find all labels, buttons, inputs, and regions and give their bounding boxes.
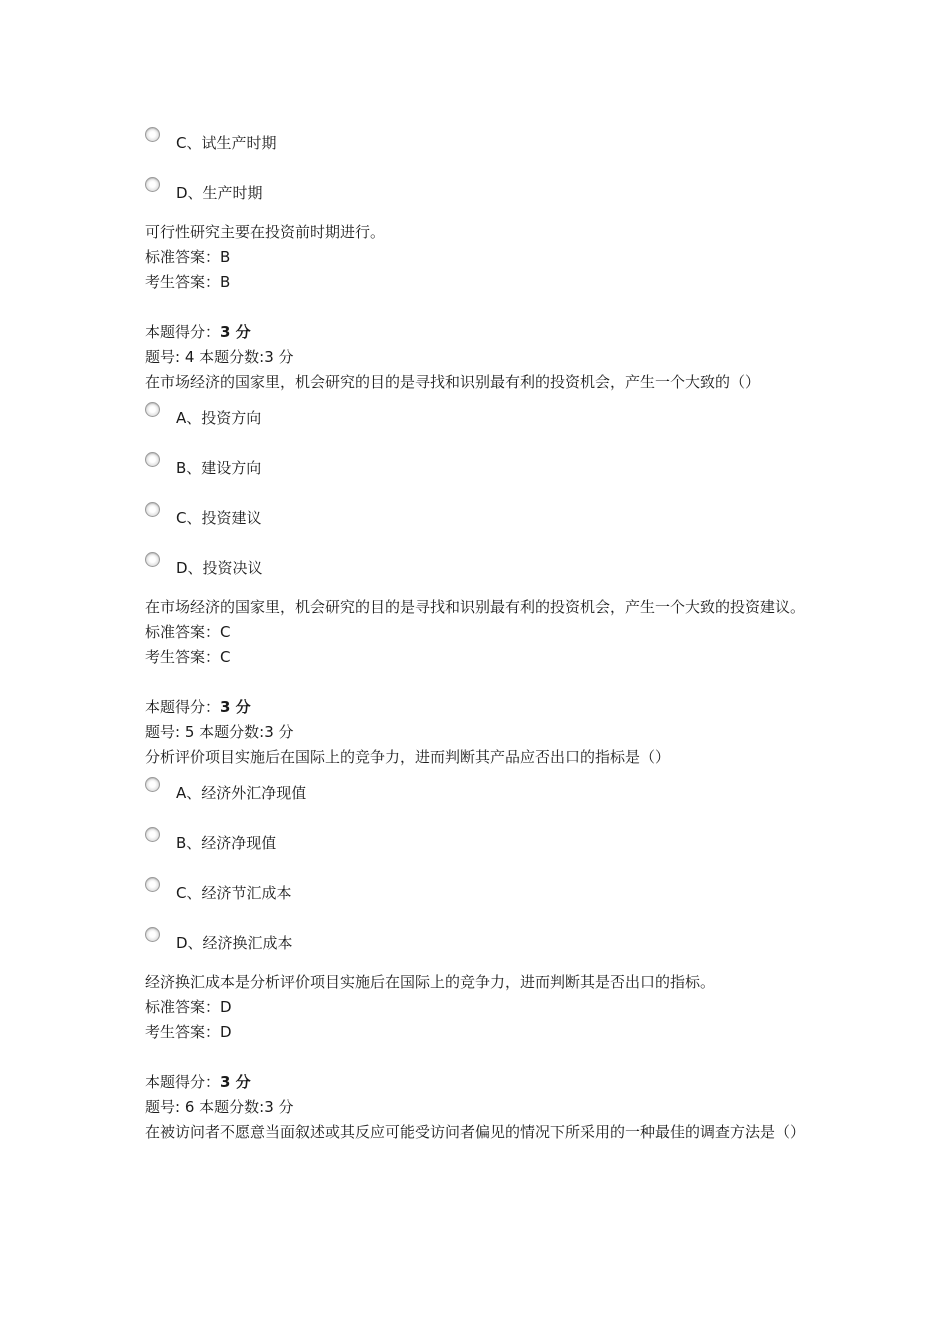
q5-header: 题号: 5 本题分数:3 分 (145, 723, 294, 741)
q4-score (145, 695, 825, 720)
q4-standard-answer: 标准答案：C (145, 623, 231, 641)
q4-header: 题号: 4 本题分数:3 分 (145, 348, 294, 366)
q4-option-c[interactable] (145, 495, 825, 545)
radio-button-icon[interactable] (145, 177, 160, 192)
q5-option-d[interactable] (145, 920, 825, 970)
option-label: C、经济节汇成本 (176, 884, 292, 902)
q4-question: 在市场经济的国家里，机会研究的目的是寻找和识别最有利的投资机会，产生一个大致的（） (145, 373, 761, 391)
score-value: 3 分 (220, 323, 251, 341)
q3-explanation: 可行性研究主要在投资前时期进行。 (145, 223, 386, 241)
q4-option-b[interactable] (145, 445, 825, 495)
q5-question: 分析评价项目实施后在国际上的竞争力，进而判断其产品应否出口的指标是（） (145, 748, 671, 766)
q3-standard-answer: 标准答案：B (145, 248, 231, 266)
radio-button-icon[interactable] (145, 552, 160, 567)
option-label: D、生产时期 (176, 184, 263, 202)
q6-question: 在被访问者不愿意当面叙述或其反应可能受访问者偏见的情况下所采用的一种最佳的调查方法是（） (145, 1123, 806, 1141)
q4-option-d[interactable] (145, 545, 825, 595)
q5-standard-answer: 标准答案：D (145, 998, 232, 1016)
q5-score (145, 1070, 825, 1095)
option-label: A、经济外汇净现值 (176, 784, 307, 802)
radio-button-icon[interactable] (145, 402, 160, 417)
q3-option-d[interactable] (145, 170, 825, 220)
q5-option-c[interactable] (145, 870, 825, 920)
q4-option-a[interactable] (145, 395, 825, 445)
option-label: C、试生产时期 (176, 134, 277, 152)
option-label: B、建设方向 (176, 459, 262, 477)
q4-explanation: 在市场经济的国家里，机会研究的目的是寻找和识别最有利的投资机会，产生一个大致的投资建议。 (145, 598, 806, 616)
q3-score (145, 320, 825, 345)
q4-student-answer: 考生答案：C (145, 648, 231, 666)
score-value: 3 分 (220, 1073, 251, 1091)
score-label: 本题得分： (145, 323, 221, 341)
q5-option-a[interactable] (145, 770, 825, 820)
q5-student-answer: 考生答案：D (145, 1023, 232, 1041)
q5-option-b[interactable] (145, 820, 825, 870)
radio-button-icon[interactable] (145, 927, 160, 942)
option-label: A、投资方向 (176, 409, 262, 427)
q5-explanation: 经济换汇成本是分析评价项目实施后在国际上的竞争力，进而判断其是否出口的指标。 (145, 973, 716, 991)
option-label: B、经济净现值 (176, 834, 277, 852)
radio-button-icon[interactable] (145, 777, 160, 792)
radio-button-icon[interactable] (145, 877, 160, 892)
radio-button-icon[interactable] (145, 827, 160, 842)
q6-header: 题号: 6 本题分数:3 分 (145, 1098, 294, 1116)
exam-content (145, 120, 825, 1145)
radio-button-icon[interactable] (145, 502, 160, 517)
radio-button-icon[interactable] (145, 127, 160, 142)
q3-option-c[interactable] (145, 120, 825, 170)
option-label: D、经济换汇成本 (176, 934, 293, 952)
radio-button-icon[interactable] (145, 452, 160, 467)
score-value: 3 分 (220, 698, 251, 716)
score-label: 本题得分： (145, 698, 221, 716)
q3-student-answer: 考生答案：B (145, 273, 231, 291)
option-label: C、投资建议 (176, 509, 262, 527)
option-label: D、投资决议 (176, 559, 263, 577)
score-label: 本题得分： (145, 1073, 221, 1091)
